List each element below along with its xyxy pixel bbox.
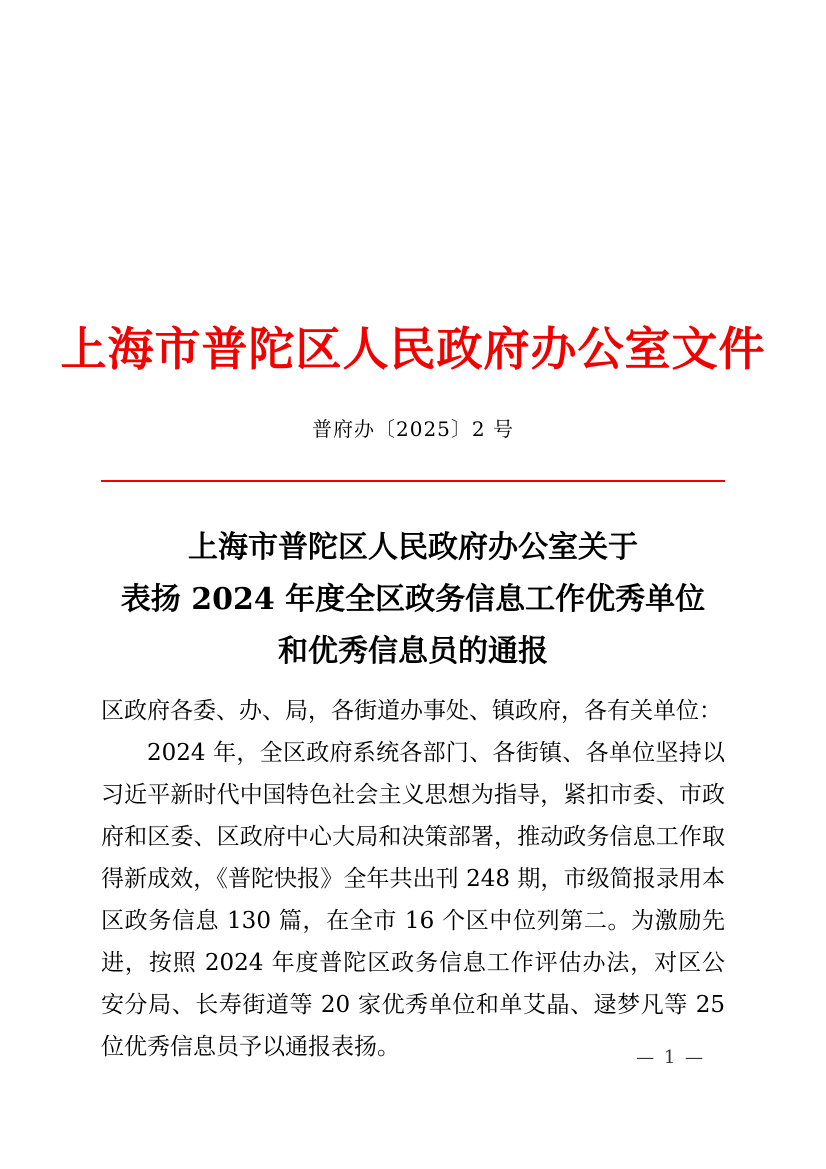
letterhead-divider-rule — [101, 480, 725, 482]
document-title — [101, 522, 725, 678]
page-number: — 1 — — [636, 1047, 705, 1068]
document-title-line-1: 上海市普陀区人民政府办公室关于 — [188, 530, 638, 565]
document-title-line-2: 表扬 2024 年度全区政务信息工作优秀单位 — [120, 582, 706, 617]
document-body — [101, 690, 725, 1068]
document-number: 普府办〔2025〕2 号 — [312, 417, 514, 441]
document-title-line-3: 和优秀信息员的通报 — [278, 634, 548, 669]
salutation-line: 区政府各委、办、局，各街道办事处、镇政府，各有关单位： — [101, 698, 722, 724]
letterhead-org-title: 上海市普陀区人民政府办公室文件 — [60, 322, 766, 376]
body-paragraph: 2024 年，全区政府系统各部门、各街镇、各单位坚持以习近平新时代中国特色社会主义思想为指导，紧扣市委、市政府和区委、区政府中心大局和决策部署，推动政务信息工作取得新成效，《普陀快报》全年共出刊 248 期，市级简报录用本区政务信息 130 篇，在全市 16 个区中位列第二。为激励先进，按照 2024 年度普陀区政务信息工作评估办法，对区公安分局、长寿街道等 20 家优秀单位和单艾晶、逯梦凡等 25 位优秀信息员予以通报表扬。 — [101, 740, 725, 1060]
